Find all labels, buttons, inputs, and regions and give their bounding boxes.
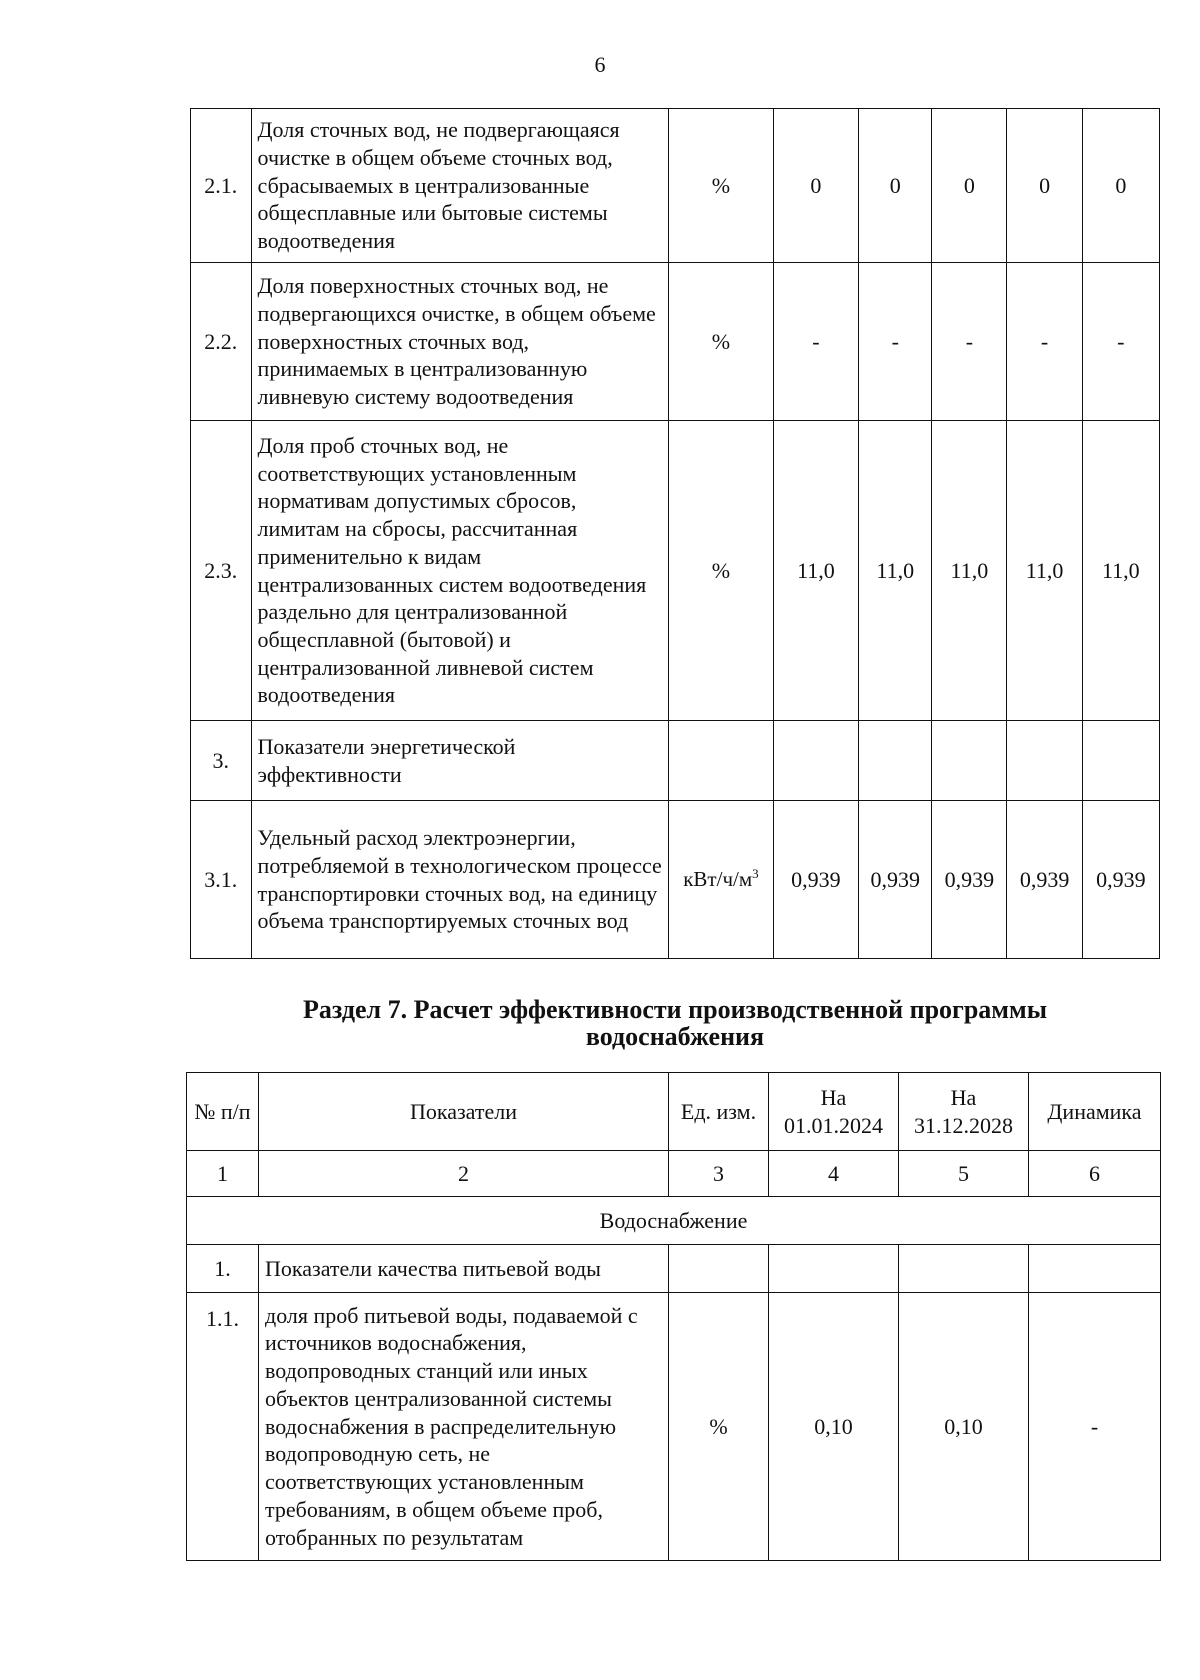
- value-cell: 11,0: [1082, 421, 1159, 721]
- unit-superscript: 3: [752, 866, 759, 882]
- value-cell: 11,0: [859, 421, 932, 721]
- unit-cell: [669, 801, 773, 959]
- indicator-name: Показатели качества питьевой воды: [259, 1245, 669, 1293]
- column-number: 5: [899, 1151, 1029, 1197]
- table-row: [191, 263, 1160, 421]
- column-number: 4: [769, 1151, 899, 1197]
- indicator-name: Показатели энергетической эффективности: [251, 721, 669, 801]
- value-cell: -: [1007, 263, 1082, 421]
- efficiency-table: [186, 1072, 1161, 1561]
- column-number: 6: [1029, 1151, 1161, 1197]
- section-title-line: Раздел 7. Расчет эффективности производственной программы: [302, 995, 1048, 1024]
- row-number: 3.: [191, 721, 252, 801]
- header-dynamics: Динамика: [1029, 1073, 1161, 1151]
- column-number-row: [187, 1151, 1161, 1197]
- table-row: [191, 721, 1160, 801]
- value-cell: 0,10: [899, 1293, 1029, 1561]
- value-cell: 0: [1082, 109, 1159, 263]
- indicator-name: доля проб питьевой воды, подаваемой с источников водоснабжения, водопроводных станций или иных объектов централизованной системы водоснабжения в распределительную водопроводную сеть, не соответствующих установленным требованиям, в общем объеме проб, отобранных по результатам: [259, 1293, 669, 1561]
- row-number: 3.1.: [191, 801, 252, 959]
- table-row: [191, 801, 1160, 959]
- header-date-start: На 01.01.2024: [769, 1073, 899, 1151]
- unit-cell: [669, 1245, 769, 1293]
- value-cell: 0: [1007, 109, 1082, 263]
- unit-cell: %: [669, 421, 773, 721]
- value-cell: -: [932, 263, 1007, 421]
- value-cell: 0,939: [773, 801, 859, 959]
- table-row: [191, 421, 1160, 721]
- table-header-row: [187, 1073, 1161, 1151]
- unit-cell: %: [669, 263, 773, 421]
- value-cell: -: [773, 263, 859, 421]
- value-cell: [859, 721, 932, 801]
- value-cell: 11,0: [932, 421, 1007, 721]
- value-cell: [1082, 721, 1159, 801]
- value-cell: 11,0: [1007, 421, 1082, 721]
- section-title-line: водоснабжения: [585, 1022, 765, 1052]
- header-unit: Ед. изм.: [669, 1073, 769, 1151]
- indicator-name: Доля проб сточных вод, не соответствующих установленным нормативам допустимых сбросов, лимитам на сбросы, рассчитанная применительно к видам централизованных систем водоотведения раздельно для централизованной общесплавной (бытовой) и централизованной ливневой систем водоотведения: [251, 421, 669, 721]
- value-cell: -: [1029, 1293, 1161, 1561]
- column-number: 3: [669, 1151, 769, 1197]
- value-cell: 0,939: [932, 801, 1007, 959]
- page-number: 6: [594, 52, 606, 77]
- header-num: № п/п: [187, 1073, 259, 1151]
- value-cell: [773, 721, 859, 801]
- unit-cell: %: [669, 109, 773, 263]
- value-cell: 11,0: [773, 421, 859, 721]
- value-cell: 0: [859, 109, 932, 263]
- value-cell: -: [859, 263, 932, 421]
- value-cell: [769, 1245, 899, 1293]
- indicator-name: Доля сточных вод, не подвергающаяся очистке в общем объеме сточных вод, сбрасываемых в централизованные общесплавные или бытовые системы водоотведения: [251, 109, 669, 263]
- value-cell: [932, 721, 1007, 801]
- value-cell: [1029, 1245, 1161, 1293]
- row-number: 1.1.: [187, 1293, 259, 1561]
- row-number: 2.2.: [191, 263, 252, 421]
- header-date-end: На 31.12.2028: [899, 1073, 1029, 1151]
- group-row: [187, 1197, 1161, 1245]
- indicators-table-continued: [190, 108, 1160, 959]
- row-number: 1.: [187, 1245, 259, 1293]
- table-row: [187, 1245, 1161, 1293]
- row-number: 2.3.: [191, 421, 252, 721]
- column-number: 2: [259, 1151, 669, 1197]
- unit-cell: [669, 721, 773, 801]
- value-cell: [1007, 721, 1082, 801]
- value-cell: 0,939: [859, 801, 932, 959]
- header-name: Показатели: [259, 1073, 669, 1151]
- table-row: [191, 109, 1160, 263]
- value-cell: 0,939: [1082, 801, 1159, 959]
- value-cell: [899, 1245, 1029, 1293]
- value-cell: -: [1082, 263, 1159, 421]
- table-row: [187, 1293, 1161, 1561]
- group-label: Водоснабжение: [187, 1197, 1161, 1245]
- value-cell: 0: [773, 109, 859, 263]
- unit-cell: %: [669, 1293, 769, 1561]
- value-cell: 0,939: [1007, 801, 1082, 959]
- value-cell: 0,10: [769, 1293, 899, 1561]
- section-title: [190, 996, 1160, 1051]
- value-cell: 0: [932, 109, 1007, 263]
- unit-text: кВт/ч/м: [683, 867, 753, 892]
- column-number: 1: [187, 1151, 259, 1197]
- indicator-name: Удельный расход электроэнергии, потребляемой в технологическом процессе транспортировки сточных вод, на единицу объема транспортируемых сточных вод: [251, 801, 669, 959]
- indicator-name: Доля поверхностных сточных вод, не подвергающихся очистке, в общем объеме поверхностных сточных вод, принимаемых в централизованную ливневую систему водоотведения: [251, 263, 669, 421]
- row-number: 2.1.: [191, 109, 252, 263]
